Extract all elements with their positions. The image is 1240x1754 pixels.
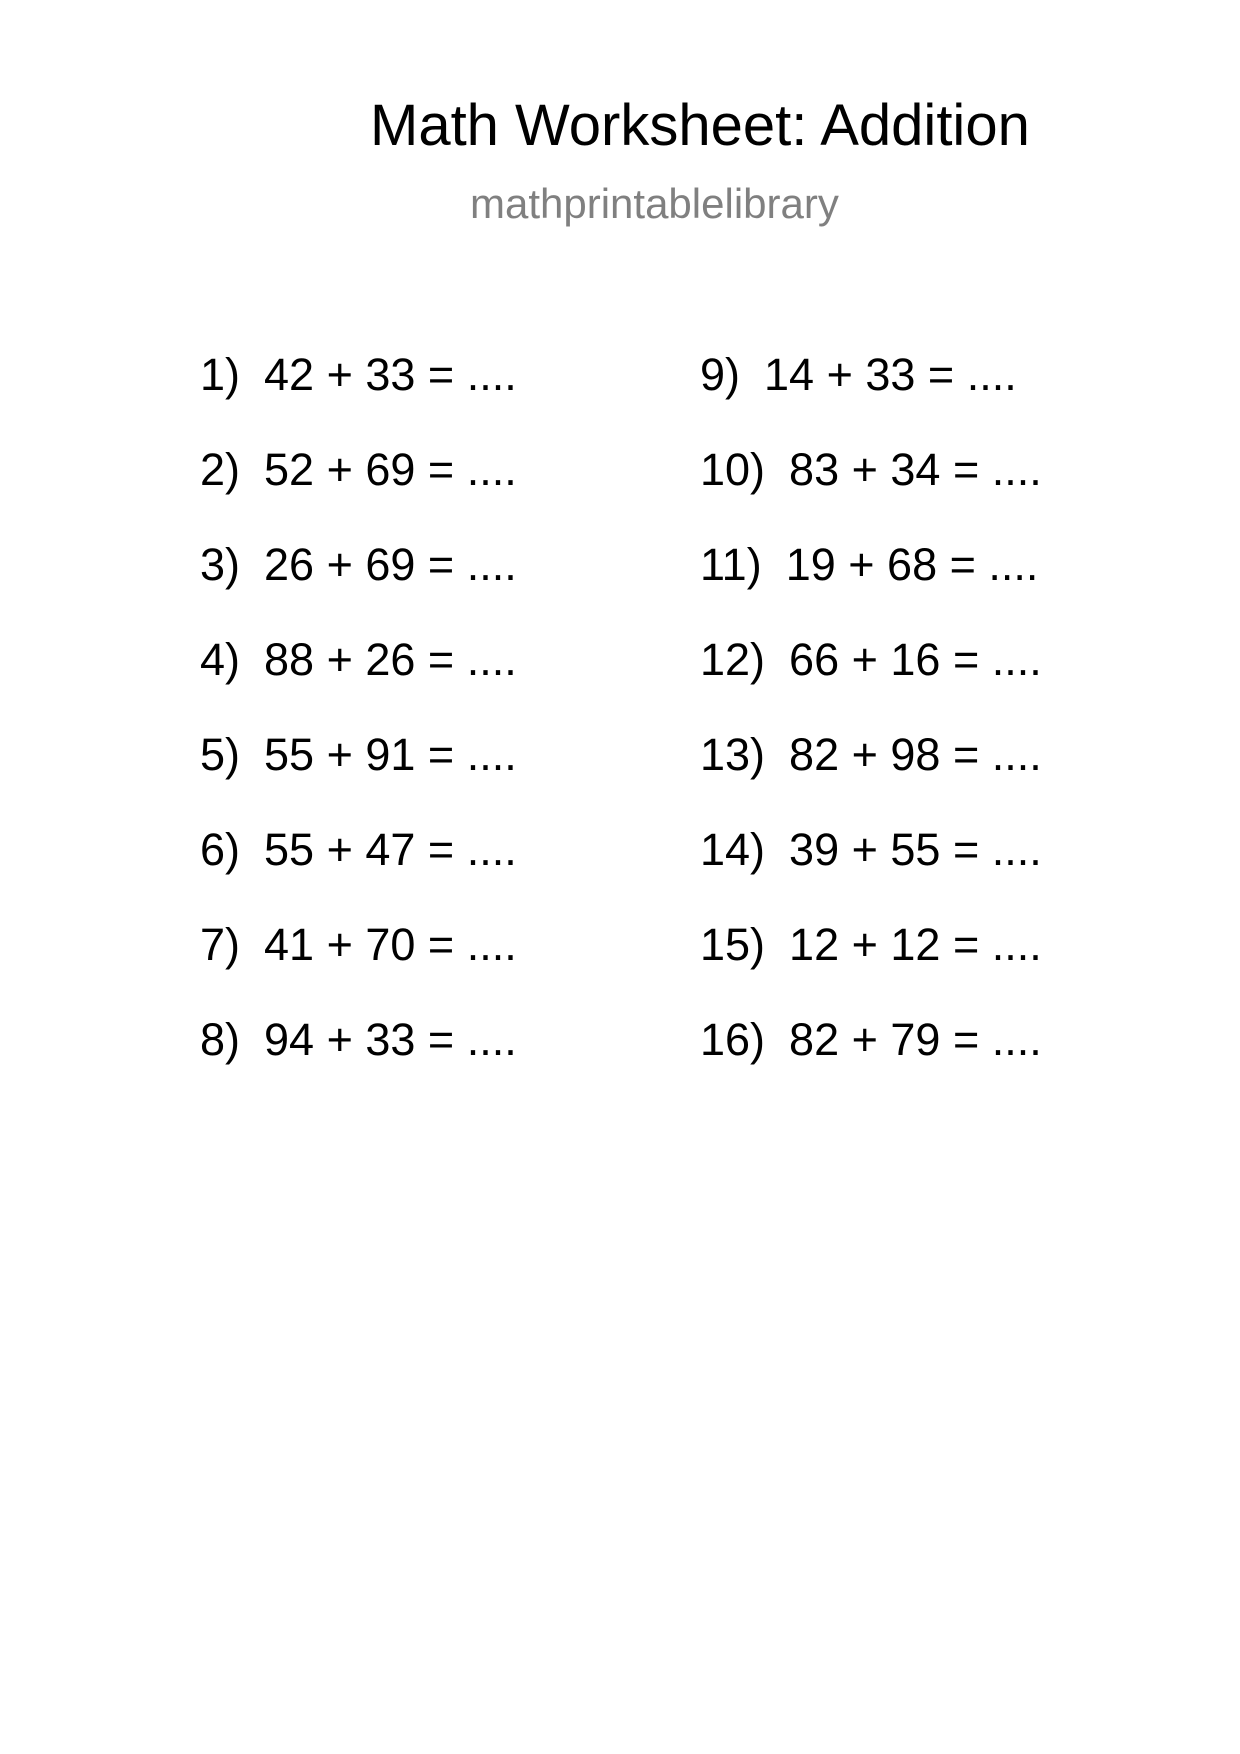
problem-expression: 42 + 33 = ....: [264, 349, 517, 400]
problem-number: 11): [700, 539, 762, 590]
problem-item: [700, 919, 1042, 1017]
problem-number: 6): [200, 824, 241, 875]
problem-expression: 55 + 47 = ....: [264, 824, 517, 875]
problem-number: 2): [200, 444, 241, 495]
problem-number: 15): [700, 919, 766, 970]
problem-item: [200, 444, 517, 542]
problem-item: [200, 634, 517, 732]
problem-number: 4): [200, 634, 241, 685]
problem-item: [200, 919, 517, 1017]
problem-expression: 14 + 33 = ....: [764, 349, 1017, 400]
problem-number: 3): [200, 539, 241, 590]
problem-expression: 26 + 69 = ....: [264, 539, 517, 590]
problem-expression: 82 + 98 = ....: [789, 729, 1042, 780]
problem-number: 9): [700, 349, 741, 400]
problem-number: 12): [700, 634, 766, 685]
problem-item: [700, 539, 1042, 637]
problem-expression: 55 + 91 = ....: [264, 729, 517, 780]
problem-item: [200, 824, 517, 922]
problem-expression: 39 + 55 = ....: [789, 824, 1042, 875]
problem-item: [200, 1014, 517, 1112]
problem-number: 8): [200, 1014, 241, 1065]
problem-item: [700, 444, 1042, 542]
worksheet-title: Math Worksheet: Addition: [370, 93, 1030, 158]
problem-number: 1): [200, 349, 241, 400]
problem-number: 13): [700, 729, 766, 780]
problem-expression: 82 + 79 = ....: [789, 1014, 1042, 1065]
problem-expression: 41 + 70 = ....: [264, 919, 517, 970]
problem-expression: 19 + 68 = ....: [785, 539, 1039, 590]
worksheet-subtitle: mathprintablelibrary: [470, 180, 839, 227]
problem-expression: 88 + 26 = ....: [264, 634, 517, 685]
problem-expression: 66 + 16 = ....: [789, 634, 1042, 685]
problem-item: [200, 349, 517, 447]
problem-expression: 12 + 12 = ....: [789, 919, 1042, 970]
problem-expression: 94 + 33 = ....: [264, 1014, 517, 1065]
problem-number: 16): [700, 1014, 766, 1065]
problem-item: [700, 634, 1042, 732]
problem-item: [200, 539, 517, 637]
problem-item: [700, 1014, 1042, 1112]
problem-number: 7): [200, 919, 241, 970]
problem-column-left: [200, 349, 517, 1112]
problem-number: 10): [700, 444, 766, 495]
problem-number: 14): [700, 824, 766, 875]
problem-item: [700, 729, 1042, 827]
problem-item: [700, 824, 1042, 922]
problem-expression: 83 + 34 = ....: [789, 444, 1042, 495]
problem-column-right: [700, 349, 1042, 1112]
problem-item: [200, 729, 517, 827]
problem-item: [700, 349, 1042, 447]
problem-expression: 52 + 69 = ....: [264, 444, 517, 495]
problem-number: 5): [200, 729, 241, 780]
